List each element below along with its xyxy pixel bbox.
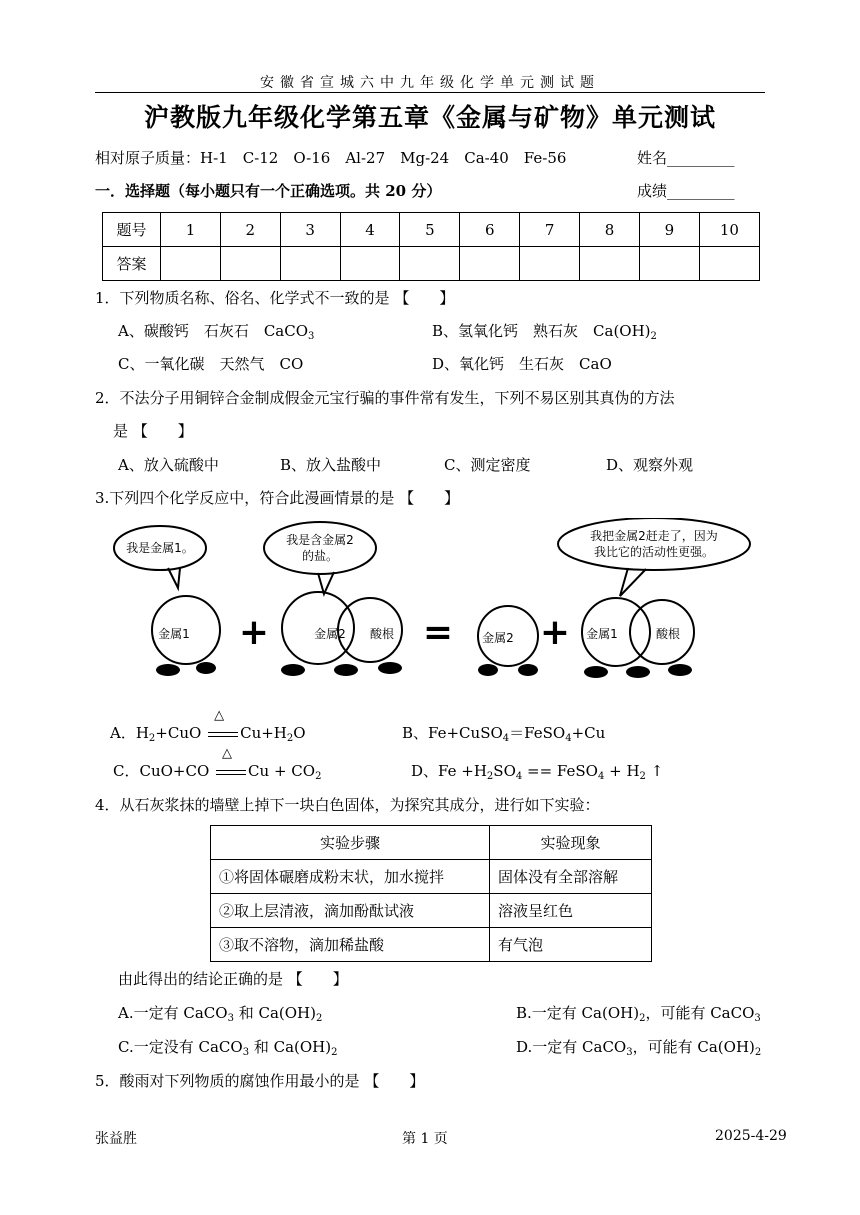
bubble-3-text-line1: 我把金属2赶走了，因为: [590, 529, 718, 543]
label-metal-1: 金属1: [158, 627, 190, 641]
answer-table-answer-row: [103, 247, 760, 281]
bubble-2-text-line1: 我是含金属2: [286, 533, 354, 547]
answer-cell[interactable]: [460, 247, 520, 281]
q3-option-d: D、$Fe +H_2SO_4$ == FeSO$_4$ + $H_2$ ↑: [411, 762, 664, 782]
q3-option-a: A．$H_2+CuO$ △ $Cu+H_2O$: [110, 708, 306, 744]
bubble-3-text-line2: 我比它的活动性更强。: [593, 545, 715, 559]
answer-cell[interactable]: [220, 247, 280, 281]
answer-cell[interactable]: [280, 247, 340, 281]
answer-number: 5: [400, 213, 460, 247]
label-acid-root: 酸根: [369, 627, 395, 641]
q1-stem: 1．下列物质名称、俗名、化学式不一致的是 【 】: [95, 289, 455, 307]
experiment-step: ③取不溶物，滴加稀盐酸: [211, 928, 490, 962]
name-field: 姓名_________: [637, 149, 735, 167]
q3-stem: 3.下列四个化学反应中，符合此漫画情景的是 【 】: [95, 489, 460, 507]
q4-option-a: A.一定有 CaCO$_3$ 和 $Ca(OH)_2$: [118, 1004, 323, 1024]
answer-number: 2: [220, 213, 280, 247]
ball-feet: [156, 662, 692, 678]
bubble-1-text: 我是金属1。: [126, 541, 194, 555]
label-metal-2: 金属2: [314, 627, 346, 641]
q4-conclusion: 由此得出的结论正确的是 【 】: [118, 970, 348, 988]
experiment-result: 有气泡: [490, 928, 652, 962]
q2-option-d: D、观察外观: [606, 456, 694, 474]
q4-option-c: C.一定没有 CaCO$_3$ 和 $Ca(OH)_2$: [118, 1038, 338, 1058]
q2-option-a: A、放入硫酸中: [118, 456, 219, 474]
speech-bubble-1-tail: [168, 568, 180, 588]
speech-bubble-3: [558, 518, 750, 570]
answer-cell[interactable]: [520, 247, 580, 281]
q2-option-b: B、放入盐酸中: [280, 456, 382, 474]
answer-number: 1: [161, 213, 221, 247]
delta-symbol: △: [214, 708, 225, 723]
label-acid-root-2: 酸根: [655, 627, 681, 641]
header-rule: [95, 92, 765, 93]
q1-option-a: A、碳酸钙 石灰石 CaCO$_3$: [118, 322, 315, 342]
cartoon-illustration: [108, 518, 768, 698]
q4-stem: 4．从石灰浆抹的墙壁上掉下一块白色固体，为探究其成分，进行如下实验：: [95, 796, 600, 814]
answer-cell[interactable]: [580, 247, 640, 281]
answer-table: [102, 212, 760, 281]
experiment-result: 溶液呈红色: [490, 894, 652, 928]
experiment-col-result: 实验现象: [490, 826, 652, 860]
experiment-result: 固体没有全部溶解: [490, 860, 652, 894]
q4-option-d: D.一定有 CaCO$_3$，可能有 $Ca(OH)_2$: [516, 1038, 762, 1058]
answer-table-header-row: [103, 213, 760, 247]
answer-number: 6: [460, 213, 520, 247]
speech-bubble-3-tail: [620, 568, 646, 596]
score-field: 成绩_________: [637, 182, 735, 200]
page-title: 沪教版九年级化学第五章《金属与矿物》单元测试: [143, 103, 716, 132]
section-1-heading: 一．选择题（每小题只有一个正确选项。共 20 分）: [95, 182, 442, 200]
experiment-row: [211, 860, 652, 894]
q3-option-b: B、Fe+CuSO$_4$＝FeSO$_4$+Cu: [402, 724, 606, 744]
plus-sign-2: +: [539, 612, 571, 653]
q2-stem-cont: 是 【 】: [113, 422, 193, 440]
q5-stem: 5．酸雨对下列物质的腐蚀作用最小的是 【 】: [95, 1072, 425, 1090]
answer-table-label: 题号: [103, 213, 161, 247]
plus-sign: +: [238, 612, 270, 653]
q1-option-c: C、一氧化碳 天然气 CO: [118, 355, 304, 373]
experiment-step: ②取上层清液，滴加酚酞试液: [211, 894, 490, 928]
q1-option-b: B、氢氧化钙 熟石灰 $Ca(OH)_2$: [432, 322, 657, 342]
footer-date: 2025-4-29: [715, 1128, 787, 1144]
delta-symbol: △: [222, 746, 233, 761]
answer-row-label: 答案: [103, 247, 161, 281]
answer-number: 8: [580, 213, 640, 247]
q3-option-c: C．CuO+CO △ $Cu + CO_2$: [113, 746, 322, 782]
gas-arrow: ↑: [650, 762, 664, 780]
page-header: 安徽省宣城六中九年级化学单元测试题: [260, 75, 600, 91]
footer-page: 第 1 页: [402, 1131, 448, 1147]
answer-number: 4: [340, 213, 400, 247]
experiment-col-step: 实验步骤: [211, 826, 490, 860]
experiment-table: [210, 825, 652, 962]
answer-number: 7: [520, 213, 580, 247]
answer-number: 3: [280, 213, 340, 247]
answer-number: 9: [639, 213, 699, 247]
answer-cell[interactable]: [699, 247, 759, 281]
answer-number: 10: [699, 213, 759, 247]
speech-bubble-2: [264, 522, 376, 574]
atomic-mass: 相对原子质量：H-1 C-12 O-16 Al-27 Mg-24 Ca-40 Fe-56: [95, 149, 567, 167]
answer-cell[interactable]: [340, 247, 400, 281]
experiment-row: [211, 894, 652, 928]
label-metal-1-joined: 金属1: [586, 627, 618, 641]
bubble-2-text-line2: 的盐。: [301, 549, 339, 563]
speech-bubble-2-tail: [318, 572, 334, 594]
equals-sign: =: [422, 612, 454, 653]
experiment-step: ①将固体碾磨成粉末状，加水搅拌: [211, 860, 490, 894]
answer-cell[interactable]: [161, 247, 221, 281]
footer-author: 张益胜: [95, 1131, 137, 1147]
q1-option-d: D、氧化钙 生石灰 CaO: [432, 355, 612, 373]
q4-option-b: B.一定有 $Ca(OH)_2$，可能有 CaCO$_3$: [516, 1004, 761, 1024]
experiment-row: [211, 928, 652, 962]
q2-stem: 2．不法分子用铜锌合金制成假金元宝行骗的事件常有发生，下列不易区别其真伪的方法: [95, 389, 675, 407]
experiment-header-row: [211, 826, 652, 860]
answer-cell[interactable]: [639, 247, 699, 281]
q2-option-c: C、测定密度: [444, 456, 531, 474]
answer-cell[interactable]: [400, 247, 460, 281]
label-metal-2-freed: 金属2: [482, 631, 514, 645]
